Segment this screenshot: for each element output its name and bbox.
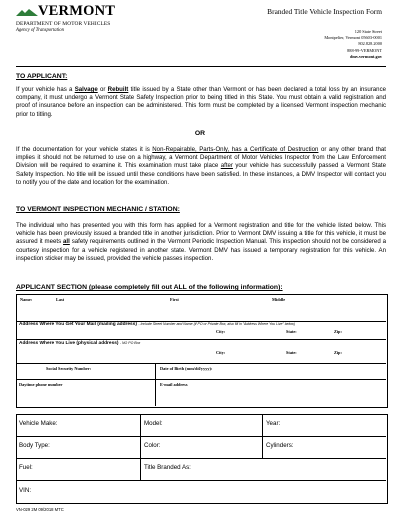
middle-name-label: Middle [272, 297, 286, 302]
physical-address-label: Address Where You Live (physical address) - NO PO Box [19, 341, 141, 346]
mailing-zip-label: Zip: [334, 329, 342, 334]
email-field[interactable] [156, 388, 386, 405]
phone-label: Daytime phone number [19, 382, 63, 387]
cylinders-label: Cylinders: [266, 442, 294, 449]
applicant-form-heading: APPLICANT SECTION (please completely fill out ALL of the following information): [16, 284, 283, 291]
agency-name: Agency of Transportation [16, 27, 64, 33]
form-code: VN-029 2M 09/2018 MTC [16, 507, 64, 512]
row-divider [16, 339, 386, 340]
year-label: Year: [266, 420, 281, 427]
row-divider [16, 458, 386, 459]
column-divider [140, 414, 141, 480]
ssn-field[interactable] [16, 371, 155, 379]
body-type-label: Body Type: [19, 442, 50, 449]
fuel-label: Fuel: [19, 464, 33, 471]
physical-state-label: State: [286, 350, 297, 355]
physical-city-label: City: [216, 350, 226, 355]
department-name: DEPARTMENT OF MOTOR VEHICLES [16, 21, 111, 27]
mailing-address-field[interactable] [16, 328, 386, 338]
or-separator: OR [194, 130, 206, 137]
form-title: Branded Title Vehicle Inspection Form [267, 7, 382, 16]
mechanic-paragraph: The individual who has presented you with this form has applied for a Vermont registration and title for the vehicle listed below. This vehicle has been previously issued a branded title in another jurisdiction. Prior to Vermont DMV issuing a title for this vehicle, it must be assured it meets all safety requirements outlined in the Vermont Periodic Inspection Manual. This inspection should not be considered a courtesy inspection for a vehicle registered in another state. Vermont DMV has issued a temporary registration for this vehicle. An inspection sticker may be issued, provided the vehicle passes inspection. [16, 222, 386, 262]
physical-zip-label: Zip: [334, 350, 342, 355]
color-label: Color: [144, 442, 161, 449]
website-link[interactable]: dmv.vermont.gov [350, 53, 382, 59]
applicant-paragraph-1: If your vehicle has a Salvage or Rebuilt title issued by a State other than Vermont or has been declared a total loss by an insurance company, it must undergo a Vermont State Safety Inspection prior to being titled in this State. You must obtain a valid registration and proof of insurance before an inspection can be administered. This form must be completed by a licensed Vermont inspection mechanic prior to titling. [16, 86, 387, 118]
last-name-label: Last [56, 297, 65, 302]
logo-wordmark: VERMONT [38, 3, 116, 19]
mechanic-heading: TO VERMONT INSPECTION MECHANIC / STATION: [16, 206, 180, 213]
mailing-state-label: State: [286, 329, 297, 334]
ssn-label: Social Security Number: [46, 366, 92, 371]
address-line: 802.828.2000 [358, 41, 382, 47]
dob-label: Date of Birth (mm/dd/yyyy): [160, 366, 213, 371]
row-divider [16, 379, 386, 380]
mountain-logo-icon [16, 8, 38, 16]
model-label: Model: [144, 420, 163, 427]
dmv-address [324, 29, 382, 60]
address-line: 120 State Street [354, 29, 382, 34]
row-divider [16, 480, 386, 481]
title-branded-label: Title Branded As: [144, 464, 191, 471]
first-name-label: First [170, 297, 179, 302]
mailing-address-label: Address Where You Get Your Mail (mailing address) - Include Street Number and Name (if PO or Private Box, also fill in "Address Where You Live" below) [19, 322, 296, 327]
vehicle-make-label: Vehicle Make: [19, 420, 58, 427]
address-line: Montpelier, Vermont 05603-0001 [324, 35, 382, 41]
address-line: 888-99-VERMONT [347, 47, 382, 53]
mailing-city-label: City: [216, 329, 226, 334]
vin-field[interactable] [40, 484, 384, 500]
physical-address-field[interactable] [16, 348, 386, 362]
header-divider [16, 66, 386, 67]
applicant-heading: TO APPLICANT: [16, 73, 68, 80]
vin-label: VIN: [19, 487, 32, 494]
name-field[interactable] [16, 306, 386, 321]
row-divider [16, 363, 386, 364]
name-label: Name: [20, 297, 33, 302]
applicant-paragraph-2: If the documentation for your vehicle states it is Non-Repairable, Parts-Only, has a Certificate of Destruction or any other brand that implies it should not be returned to use on a highway, a Vermont Department of Motor Vehicles Inspector from the Law Enforcement Division will be required to examine it. This examination must take place after your vehicle has successfully passed a Vermont State Safety Inspection. No title will be issued until these conditions have been satisfied. In these instances, a DMV Inspector will contact you to notify you of the date and location for the examination. [16, 146, 386, 186]
email-label: E-mail address [160, 382, 188, 387]
phone-field[interactable] [16, 388, 155, 405]
dob-field[interactable] [156, 371, 386, 379]
row-divider [16, 436, 386, 437]
